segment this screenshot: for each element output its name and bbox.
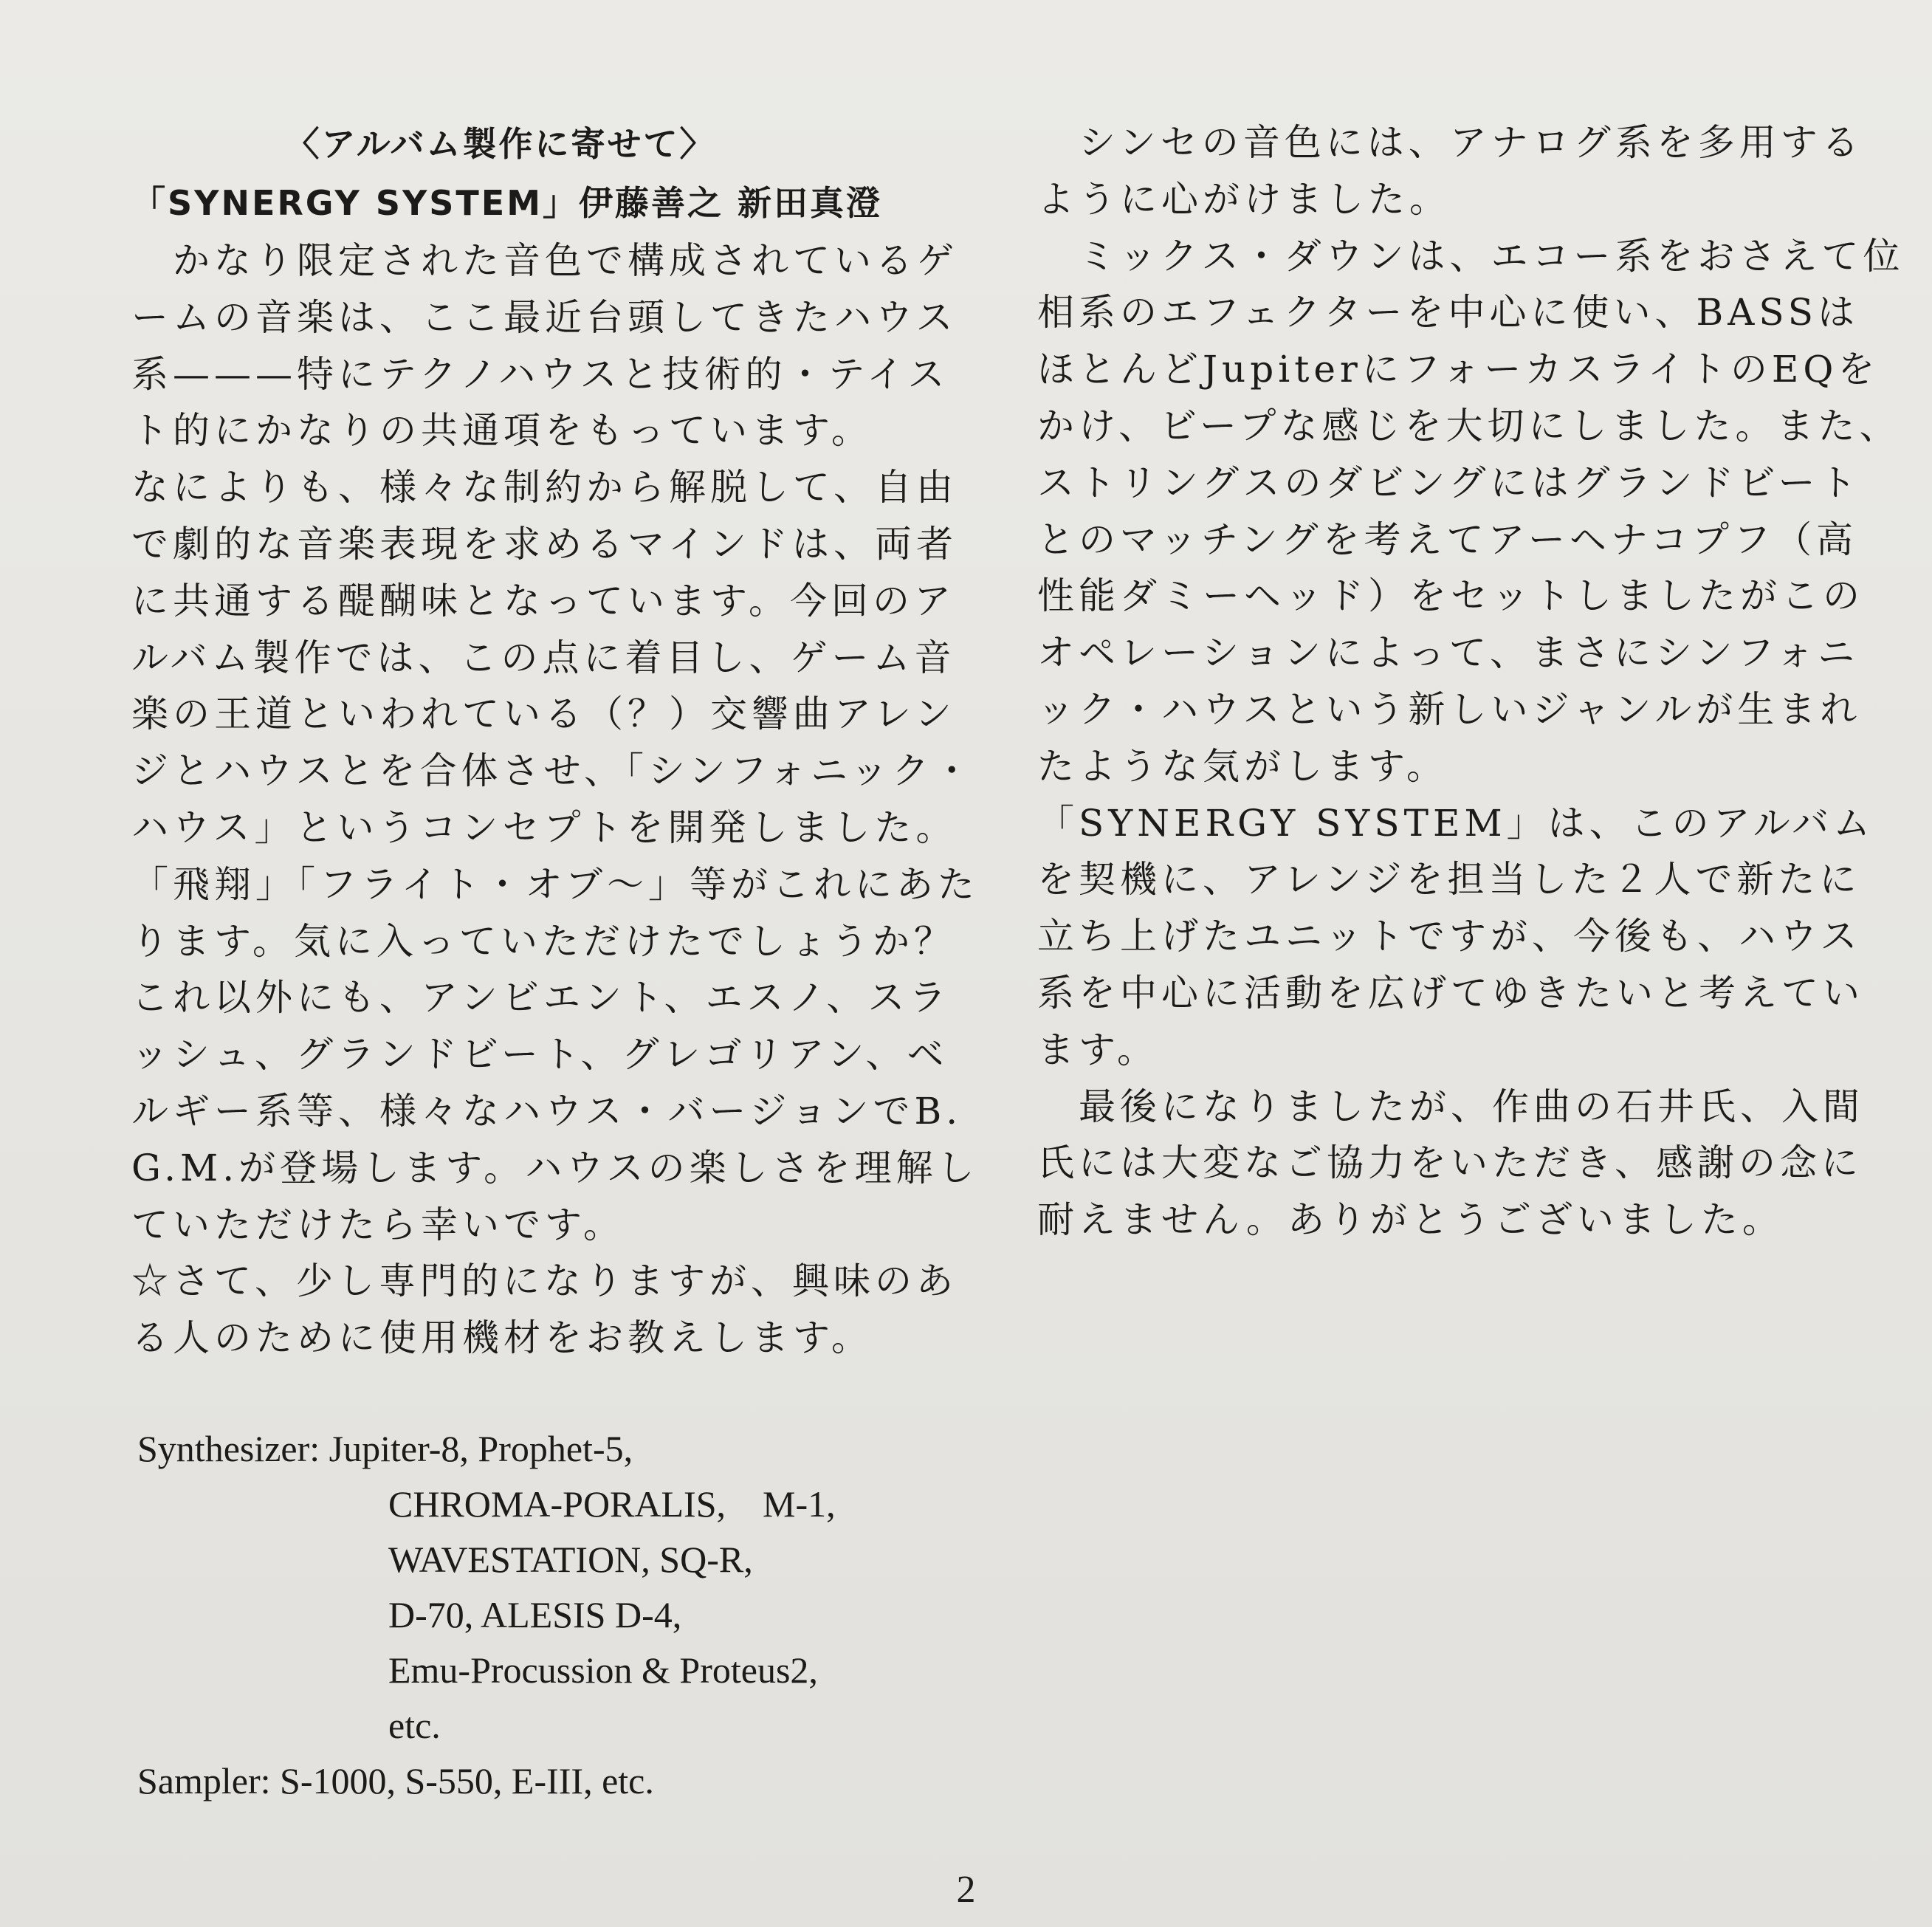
- text-line: ほとんどJupiterにフォーカスライトのEQを: [1037, 348, 1880, 391]
- synthesizer-line: CHROMA-PORALIS, M-1,: [388, 1483, 836, 1525]
- text-line: 最後になりましたが、作曲の石井氏、入間: [1037, 1085, 1864, 1128]
- text-line: たような気がします。: [1037, 744, 1448, 788]
- text-line: ッシュ、グランドビート、グレゴリアン、ベ: [131, 1033, 949, 1076]
- text-line: ルギー系等、様々なハウス・バージョンでB.: [131, 1089, 963, 1133]
- text-line: 「SYNERGY SYSTEM」は、このアルバム: [1037, 801, 1875, 845]
- text-line: ック・ハウスという新しいジャンルが生まれ: [1037, 687, 1862, 731]
- text-line: ように心がけました。: [1037, 177, 1451, 221]
- text-line: これ以外にも、アンビエント、エスノ、スラ: [131, 976, 951, 1020]
- text-line: ハウス」というコンセプトを開発しました。: [131, 806, 958, 849]
- page-number: 2: [956, 1869, 976, 1911]
- text-line: を契機に、アレンジを担当した２人で新たに: [1037, 858, 1861, 901]
- text-line: る人のために使用機材をお教えします。: [131, 1316, 873, 1360]
- left-column: [131, 114, 979, 1367]
- text-line: ミックス・ダウンは、エコー系をおさえて位: [1037, 234, 1905, 278]
- text-line: ルバム製作では、この点に着目し、ゲーム音: [131, 636, 956, 679]
- right-column: [1037, 114, 1905, 1248]
- synthesizer-line: WAVESTATION, SQ-R,: [388, 1539, 753, 1580]
- synthesizer-line: Emu-Procussion & Proteus2,: [388, 1649, 818, 1691]
- text-line: ストリングスのダビングにはグランドビート: [1037, 461, 1861, 504]
- text-line: G.M.が登場します。ハウスの楽しさを理解し: [131, 1146, 979, 1189]
- text-line: シンセの音色には、アナログ系を多用する: [1037, 121, 1863, 164]
- text-line: 系を中心に活動を広げてゆきたいと考えてい: [1037, 971, 1864, 1014]
- text-line: ジとハウスとを合体させ、「シンフォニック・: [131, 749, 975, 793]
- synthesizer-line: D-70, ALESIS D-4,: [388, 1594, 682, 1635]
- section-heading: 〈アルバム製作に寄せて〉: [285, 124, 716, 164]
- text-line: とのマッチングを考えてアーヘナコプフ（高: [1037, 518, 1857, 561]
- text-line: ☆さて、少し専門的になりますが、興味のあ: [131, 1260, 958, 1303]
- equipment-list: [137, 1421, 912, 1809]
- text-line: ト的にかなりの共通項をもっています。: [131, 409, 873, 453]
- author-credit: 「SYNERGY SYSTEM」伊藤善之 新田真澄: [131, 183, 883, 223]
- text-line: かけ、ビープな感じを大切にしました。また、: [1037, 404, 1901, 447]
- text-line: なによりも、様々な制約から解脱して、自由: [131, 466, 958, 509]
- text-line: 氏には大変なご協力をいただき、感謝の念に: [1037, 1141, 1863, 1185]
- sampler-line: Sampler: S-1000, S-550, E-III, etc.: [137, 1760, 654, 1801]
- text-line: 楽の王道といわれている（？）交響曲アレン: [131, 693, 956, 736]
- text-line: ていただけたら幸いです。: [131, 1203, 625, 1246]
- text-line: 相系のエフェクターを中心に使い、BASSは: [1037, 291, 1859, 334]
- text-line: に共通する醍醐味となっています。今回のア: [131, 579, 955, 622]
- synthesizer-line: Synthesizer: Jupiter-8, Prophet-5,: [137, 1428, 633, 1469]
- text-line: 性能ダミーヘッド）をセットしましたがこの: [1037, 574, 1864, 618]
- text-line: 立ち上げたユニットですが、今後も、ハウス: [1037, 915, 1862, 958]
- text-line: ります。気に入っていただけたでしょうか？: [131, 919, 955, 963]
- synthesizer-line: etc.: [388, 1705, 441, 1746]
- text-line: で劇的な音楽表現を求めるマインドは、両者: [131, 522, 958, 566]
- text-line: 系———特にテクノハウスと技術的・テイス: [131, 352, 949, 396]
- text-line: かなり限定された音色で構成されているゲ: [131, 239, 958, 282]
- text-line: ームの音楽は、ここ最近台頭してきたハウス: [131, 295, 958, 339]
- text-line: ます。: [1037, 1028, 1158, 1071]
- text-line: 「飛翔」「フライト・オブ〜」等がこれにあた: [131, 862, 979, 906]
- text-line: 耐えません。ありがとうございました。: [1037, 1198, 1784, 1242]
- text-line: オペレーションによって、まさにシンフォニ: [1037, 631, 1860, 675]
